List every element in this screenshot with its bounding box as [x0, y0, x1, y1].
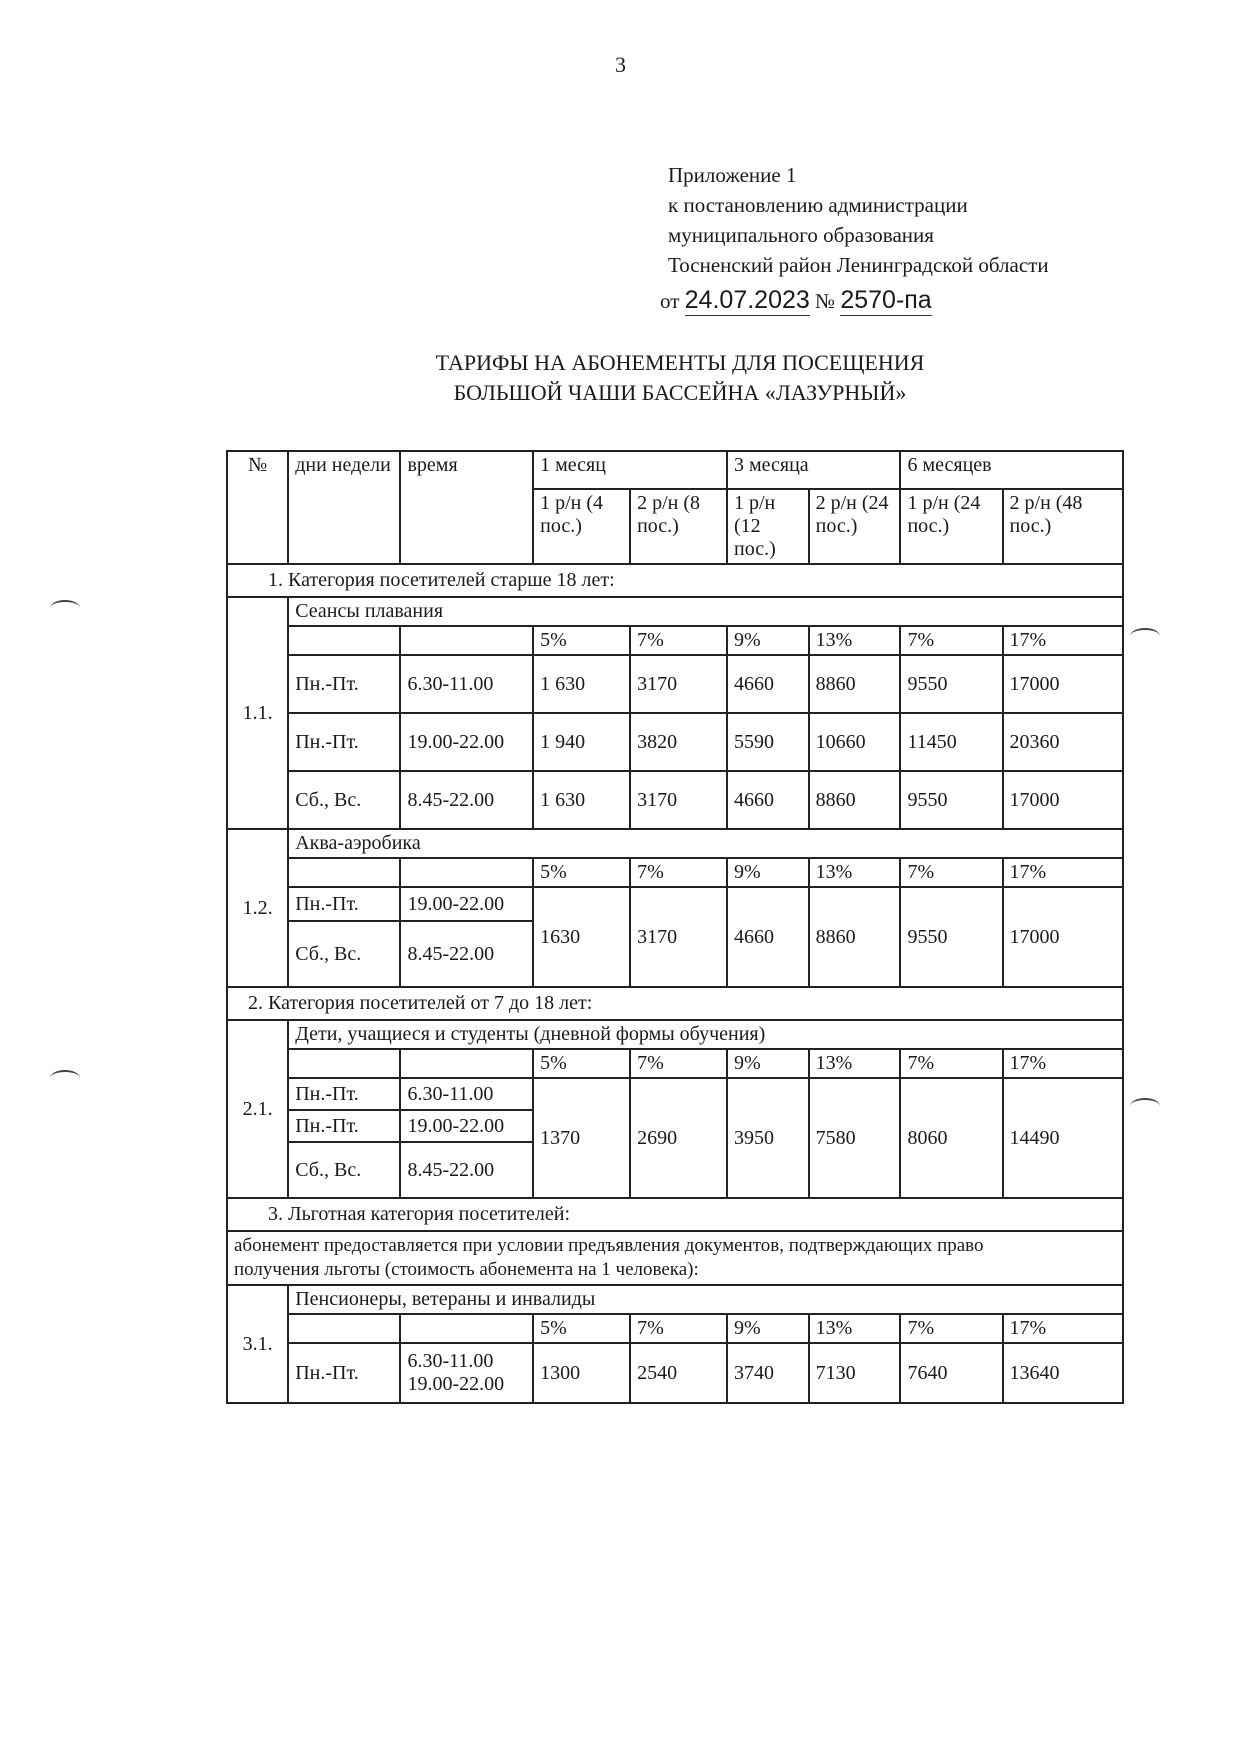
days-cell: Сб., Вс.: [288, 771, 400, 829]
discount-cell: 7%: [900, 626, 1002, 655]
appendix-block: [668, 160, 1049, 280]
price-cell: 4660: [727, 887, 809, 987]
block-number: 3.1.: [227, 1285, 288, 1403]
discount-cell: 17%: [1003, 1049, 1123, 1078]
time-cell: 6.30-11.00: [400, 655, 533, 713]
discount-cell: 13%: [809, 1049, 901, 1078]
note-line: получения льготы (стоимость абонемента на 1 человека):: [234, 1259, 699, 1280]
header-subcol: 1 р/н (24 пос.): [900, 489, 1002, 564]
price-cell: 8860: [809, 771, 901, 829]
discount-cell: 9%: [727, 626, 809, 655]
price-cell: 1 630: [533, 655, 630, 713]
punch-hole-mark: [1130, 628, 1160, 644]
header-period: 1 месяц: [533, 451, 727, 489]
discount-cell: 9%: [727, 858, 809, 887]
price-cell: 3820: [630, 713, 727, 771]
time-line: 19.00-22.00: [407, 1373, 505, 1395]
table-row: [227, 887, 1123, 921]
price-cell: 4660: [727, 771, 809, 829]
appendix-line: к постановлению администрации: [668, 193, 968, 217]
time-cell: 19.00-22.00: [400, 713, 533, 771]
tariff-table: [226, 450, 1124, 1404]
days-cell: Пн.-Пт.: [288, 887, 400, 921]
header-subcol: 1 р/н (12 пос.): [727, 489, 809, 564]
header-subcol: 1 р/н (4 пос.): [533, 489, 630, 564]
header-subcol: 2 р/н (24 пос.): [809, 489, 901, 564]
time-cell: 6.30-11.00: [400, 1078, 533, 1110]
section-heading: 2. Категория посетителей от 7 до 18 лет:: [227, 987, 1123, 1020]
price-cell: 8860: [809, 887, 901, 987]
time-cell: 8.45-22.00: [400, 1142, 533, 1198]
note-line: абонемент предоставляется при условии предъявления документов, подтверждающих право: [234, 1235, 984, 1256]
days-cell: Пн.-Пт.: [288, 655, 400, 713]
table-row: [227, 713, 1123, 771]
discount-cell: 5%: [533, 1049, 630, 1078]
price-cell: 8060: [900, 1078, 1002, 1198]
discount-cell: 7%: [900, 858, 1002, 887]
header-subcol: 2 р/н (8 пос.): [630, 489, 727, 564]
block-number: 1.2.: [227, 829, 288, 987]
price-cell: 9550: [900, 887, 1002, 987]
discount-cell: 17%: [1003, 1314, 1123, 1343]
decree-line: [660, 286, 932, 316]
price-cell: 9550: [900, 655, 1002, 713]
discount-cell: 5%: [533, 1314, 630, 1343]
price-cell: 7580: [809, 1078, 901, 1198]
price-cell: 2540: [630, 1343, 727, 1403]
price-cell: 14490: [1003, 1078, 1123, 1198]
price-cell: 7130: [809, 1343, 901, 1403]
days-cell: Пн.-Пт.: [288, 1343, 400, 1403]
price-cell: 3170: [630, 771, 727, 829]
price-cell: 2690: [630, 1078, 727, 1198]
price-cell: 17000: [1003, 771, 1123, 829]
discount-cell: 7%: [630, 858, 727, 887]
discount-cell: 7%: [900, 1049, 1002, 1078]
price-cell: 9550: [900, 771, 1002, 829]
tariff-table-wrapper: [226, 450, 1124, 1404]
discount-cell: 13%: [809, 626, 901, 655]
discount-cell: 13%: [809, 1314, 901, 1343]
time-cell: 8.45-22.00: [400, 771, 533, 829]
header-number: №: [227, 451, 288, 564]
price-cell: 4660: [727, 655, 809, 713]
appendix-line: муниципального образования: [668, 223, 934, 247]
discount-cell: 5%: [533, 858, 630, 887]
price-cell: 3950: [727, 1078, 809, 1198]
header-subcol: 2 р/н (48 пос.): [1003, 489, 1123, 564]
time-cell: 19.00-22.00: [400, 887, 533, 921]
table-row: [227, 771, 1123, 829]
discount-cell: 17%: [1003, 626, 1123, 655]
block-name: Дети, учащиеся и студенты (дневной формы обучения): [288, 1020, 1123, 1049]
price-cell: 17000: [1003, 655, 1123, 713]
section-heading: 3. Льготная категория посетителей:: [227, 1198, 1123, 1231]
time-cell: 8.45-22.00: [400, 921, 533, 987]
block-name: Сеансы плавания: [288, 597, 1123, 626]
header-period: 6 месяцев: [900, 451, 1123, 489]
decree-number: 2570-па: [840, 286, 932, 314]
decree-date: 24.07.2023: [684, 286, 810, 314]
block-number: 2.1.: [227, 1020, 288, 1198]
price-cell: 1 940: [533, 713, 630, 771]
price-cell: 3170: [630, 655, 727, 713]
days-cell: Пн.-Пт.: [288, 1110, 400, 1142]
punch-hole-mark: [50, 1070, 80, 1086]
number-label: №: [815, 289, 836, 313]
price-cell: 3740: [727, 1343, 809, 1403]
block-name: Пенсионеры, ветераны и инвалиды: [288, 1285, 1123, 1314]
price-cell: 7640: [900, 1343, 1002, 1403]
appendix-line: Приложение 1: [668, 163, 797, 187]
price-cell: 10660: [809, 713, 901, 771]
header-period: 3 месяца: [727, 451, 900, 489]
price-cell: 1370: [533, 1078, 630, 1198]
page-number: 3: [615, 52, 626, 77]
block-name: Аква-аэробика: [288, 829, 1123, 858]
discount-cell: 5%: [533, 626, 630, 655]
document-title: [300, 348, 1060, 408]
title-line-1: ТАРИФЫ НА АБОНЕМЕНТЫ ДЛЯ ПОСЕЩЕНИЯ: [435, 350, 925, 375]
discount-cell: 9%: [727, 1049, 809, 1078]
price-cell: 17000: [1003, 887, 1123, 987]
price-cell: 8860: [809, 655, 901, 713]
discount-cell: 7%: [630, 1314, 727, 1343]
price-cell: 20360: [1003, 713, 1123, 771]
time-cell: 19.00-22.00: [400, 1110, 533, 1142]
discount-cell: 17%: [1003, 858, 1123, 887]
discount-cell: 7%: [630, 626, 727, 655]
price-cell: 13640: [1003, 1343, 1123, 1403]
price-cell: 3170: [630, 887, 727, 987]
title-line-2: БОЛЬШОЙ ЧАШИ БАССЕЙНА «ЛАЗУРНЫЙ»: [453, 380, 907, 405]
from-label: от: [660, 289, 680, 313]
discount-cell: 13%: [809, 858, 901, 887]
discount-cell: 7%: [630, 1049, 727, 1078]
table-row: [227, 655, 1123, 713]
table-row: [227, 1343, 1123, 1403]
section-heading: 1. Категория посетителей старше 18 лет:: [227, 564, 1123, 597]
header-time: время: [400, 451, 533, 564]
discount-cell: 9%: [727, 1314, 809, 1343]
punch-hole-mark: [50, 600, 80, 616]
price-cell: 1630: [533, 887, 630, 987]
appendix-line: Тосненский район Ленинградской области: [668, 253, 1049, 277]
price-cell: 11450: [900, 713, 1002, 771]
block-number: 1.1.: [227, 597, 288, 829]
days-cell: Сб., Вс.: [288, 921, 400, 987]
time-line: 6.30-11.00: [407, 1350, 494, 1372]
discount-cell: 7%: [900, 1314, 1002, 1343]
table-row: [227, 1078, 1123, 1110]
days-cell: Сб., Вс.: [288, 1142, 400, 1198]
header-days: дни недели: [288, 451, 400, 564]
days-cell: Пн.-Пт.: [288, 1078, 400, 1110]
days-cell: Пн.-Пт.: [288, 713, 400, 771]
price-cell: 1 630: [533, 771, 630, 829]
section-note: [227, 1231, 1123, 1285]
price-cell: 5590: [727, 713, 809, 771]
price-cell: 1300: [533, 1343, 630, 1403]
punch-hole-mark: [1130, 1098, 1160, 1114]
time-cell: [400, 1343, 533, 1403]
